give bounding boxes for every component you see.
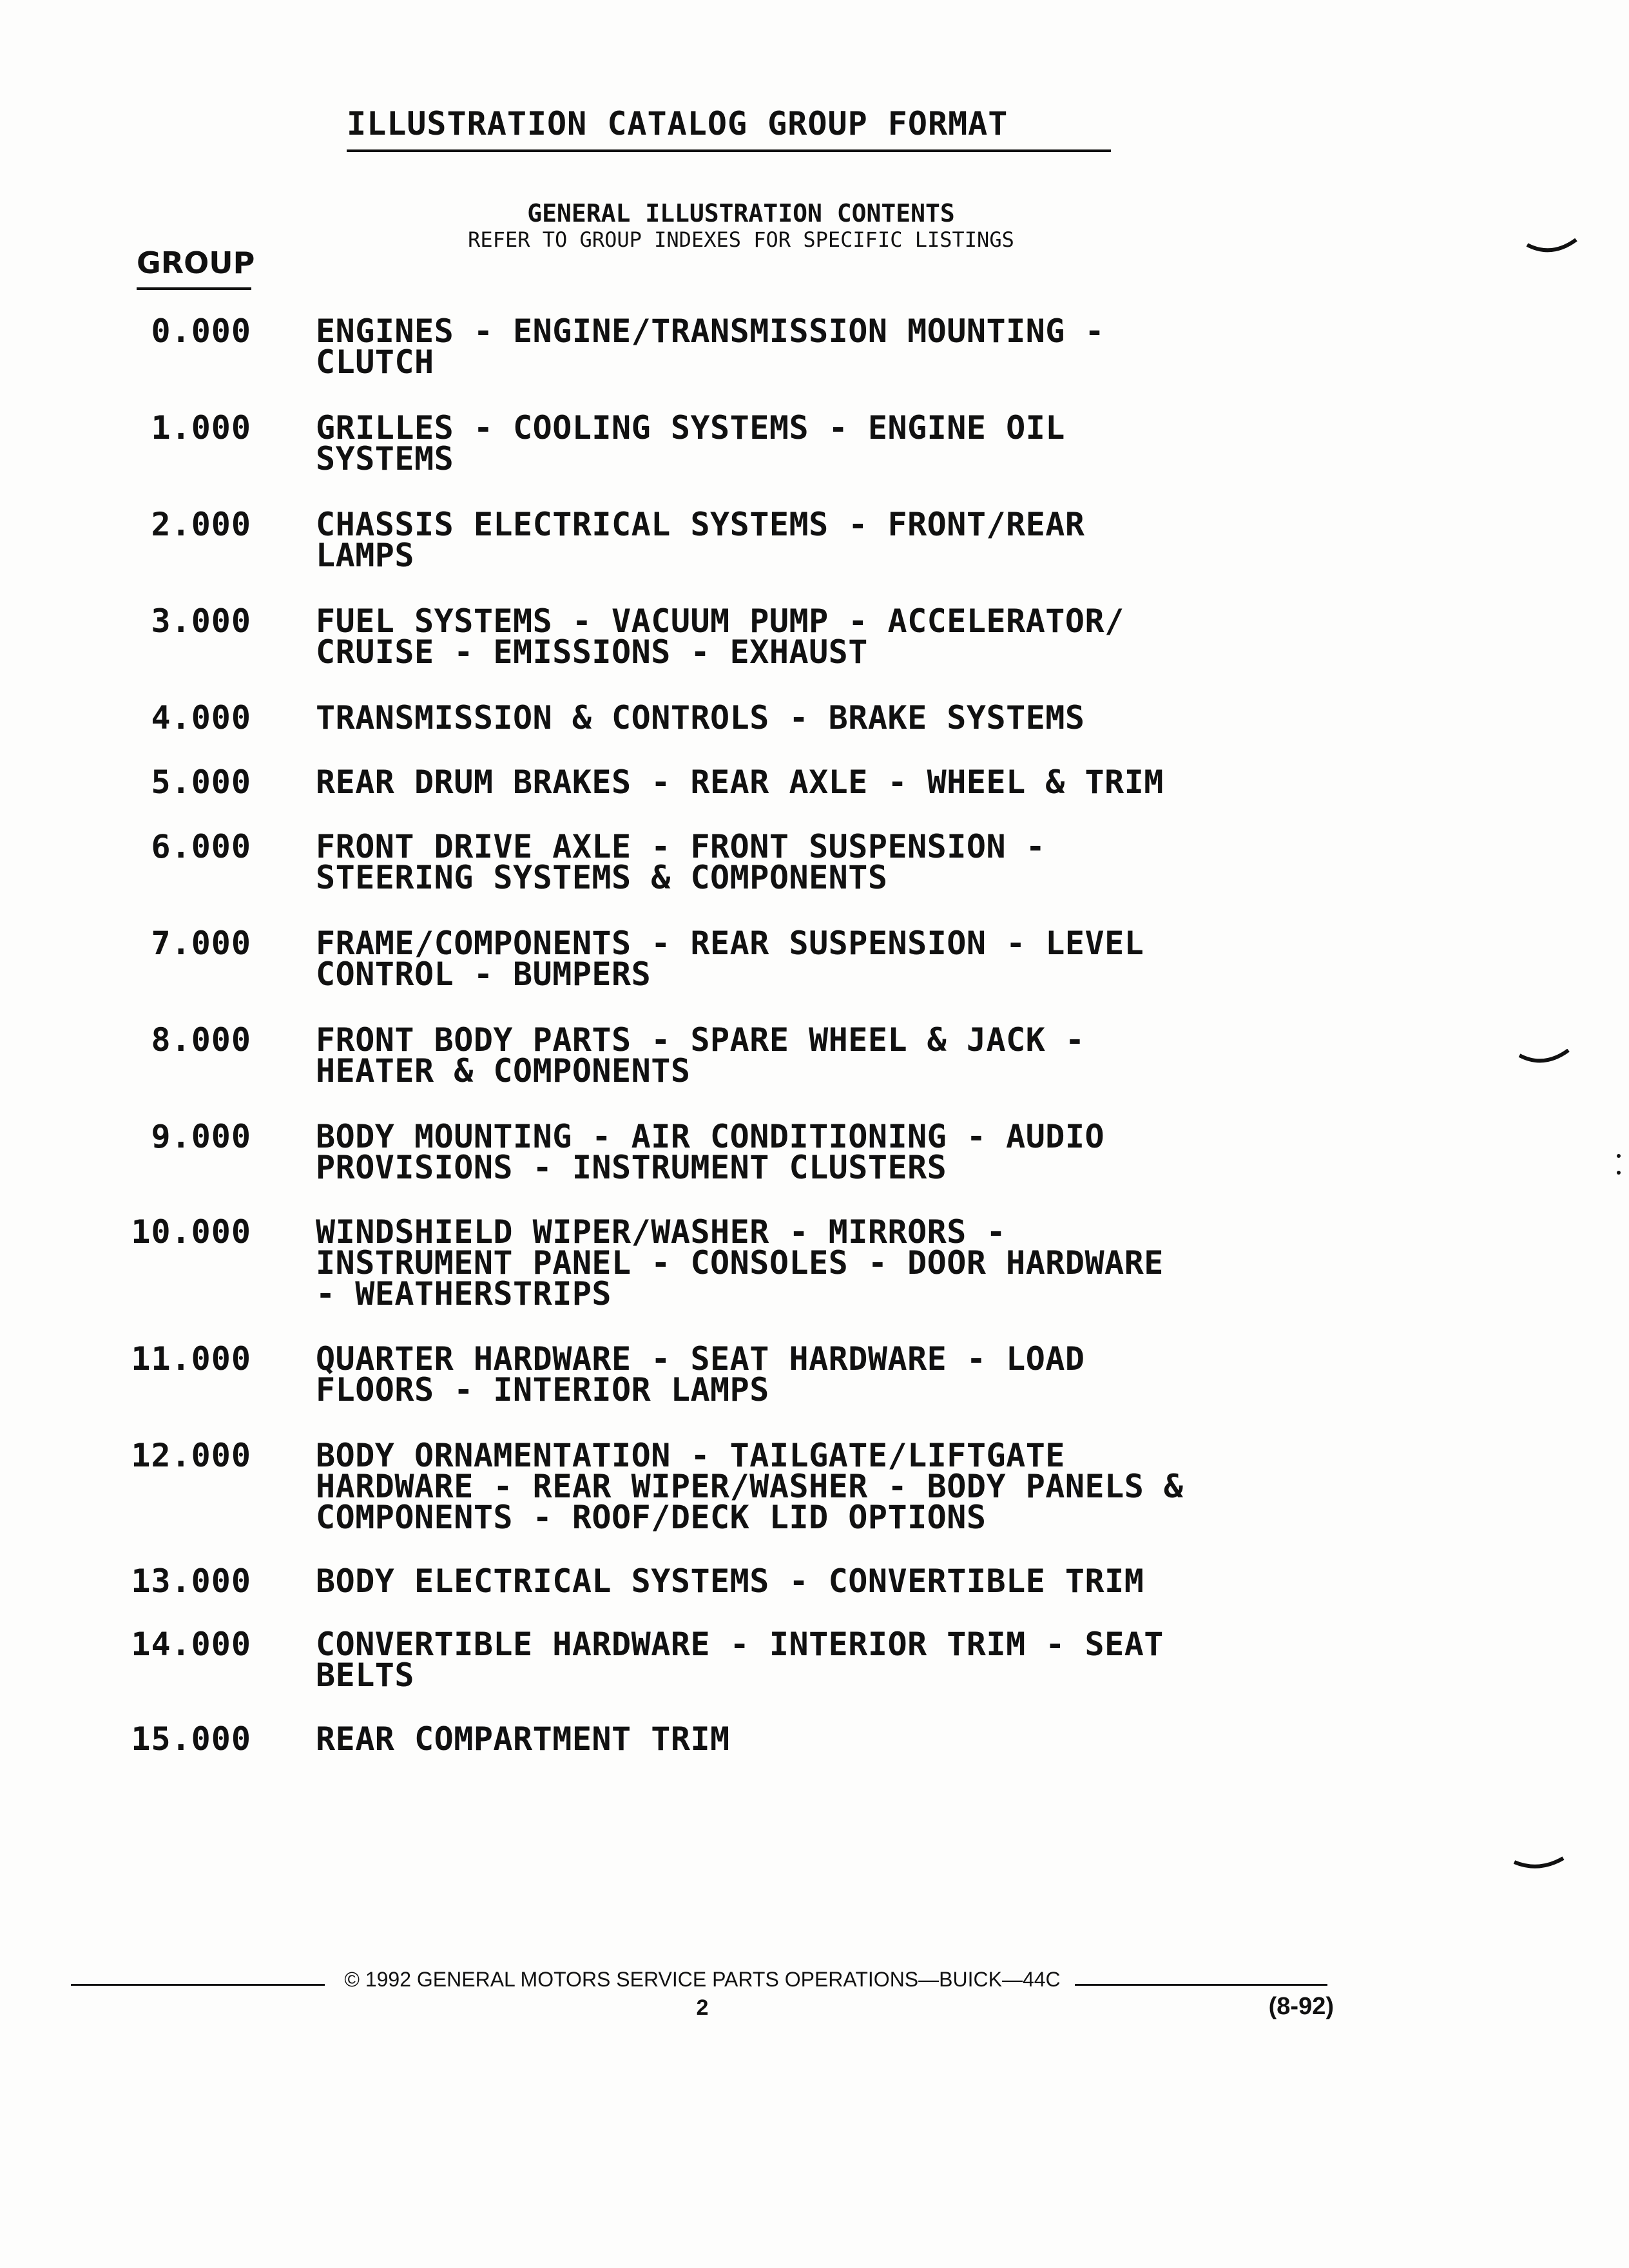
group-number: 15.000	[131, 1720, 251, 1758]
group-number: 9.000	[151, 1118, 251, 1155]
binder-tab-mark	[1513, 1856, 1565, 1875]
group-description: WINDSHIELD WIPER/WASHER - MIRRORS - INSTRUMENT PANEL - CONSOLES - DOOR HARDWARE - WEATHERSTRIPS	[316, 1213, 1164, 1312]
binder-tab-mark	[1526, 238, 1577, 258]
group-number: 10.000	[131, 1213, 251, 1251]
revision-date: (8-92)	[1268, 1993, 1334, 2020]
group-description: QUARTER HARDWARE - SEAT HARDWARE - LOAD FLOORS - INTERIOR LAMPS	[316, 1340, 1085, 1408]
group-description: ENGINES - ENGINE/TRANSMISSION MOUNTING - CLUTCH	[316, 312, 1105, 381]
group-number: 6.000	[151, 828, 251, 865]
section-subtitle: GENERAL ILLUSTRATION CONTENTS	[527, 199, 955, 227]
group-number: 13.000	[131, 1562, 251, 1600]
margin-dots	[1616, 1152, 1621, 1178]
group-description: CHASSIS ELECTRICAL SYSTEMS - FRONT/REAR LAMPS	[316, 506, 1085, 574]
footer-copyright: © 1992 GENERAL MOTORS SERVICE PARTS OPERATIONS—BUICK—44C	[344, 1968, 1061, 1991]
group-description: REAR COMPARTMENT TRIM	[316, 1720, 730, 1758]
group-number: 4.000	[151, 699, 251, 736]
group-number: 5.000	[151, 764, 251, 801]
group-column-header: GROUP	[137, 245, 255, 280]
group-description: BODY MOUNTING - AIR CONDITIONING - AUDIO PROVISIONS - INSTRUMENT CLUSTERS	[316, 1118, 1105, 1186]
group-number: 8.000	[151, 1021, 251, 1059]
group-description: BODY ELECTRICAL SYSTEMS - CONVERTIBLE TRIM	[316, 1562, 1144, 1600]
group-description: GRILLES - COOLING SYSTEMS - ENGINE OIL SYSTEMS	[316, 409, 1065, 477]
group-number: 2.000	[151, 506, 251, 543]
group-description: FUEL SYSTEMS - VACUUM PUMP - ACCELERATOR/ CRUISE - EMISSIONS - EXHAUST	[316, 602, 1124, 671]
group-number: 0.000	[151, 312, 251, 350]
group-number: 7.000	[151, 925, 251, 962]
group-description: REAR DRUM BRAKES - REAR AXLE - WHEEL & TRIM	[316, 764, 1164, 801]
group-description: FRONT DRIVE AXLE - FRONT SUSPENSION - STEERING SYSTEMS & COMPONENTS	[316, 828, 1046, 896]
group-number: 1.000	[151, 409, 251, 447]
group-number: 3.000	[151, 602, 251, 640]
group-number: 11.000	[131, 1340, 251, 1378]
group-number: 14.000	[131, 1626, 251, 1663]
page-number: 2	[696, 1995, 709, 2020]
group-description: FRONT BODY PARTS - SPARE WHEEL & JACK - HEATER & COMPONENTS	[316, 1021, 1085, 1090]
group-description: TRANSMISSION & CONTROLS - BRAKE SYSTEMS	[316, 699, 1085, 736]
group-description: FRAME/COMPONENTS - REAR SUSPENSION - LEVEL CONTROL - BUMPERS	[316, 925, 1144, 993]
footer-rule-left	[71, 1984, 325, 1986]
binder-tab-mark	[1518, 1049, 1570, 1068]
page-title: ILLUSTRATION CATALOG GROUP FORMAT	[347, 105, 1008, 142]
group-number: 12.000	[131, 1437, 251, 1474]
group-description: CONVERTIBLE HARDWARE - INTERIOR TRIM - SEAT BELTS	[316, 1626, 1164, 1694]
section-note: REFER TO GROUP INDEXES FOR SPECIFIC LISTINGS	[468, 227, 1014, 252]
footer-rule-right	[1075, 1984, 1327, 1986]
group-description: BODY ORNAMENTATION - TAILGATE/LIFTGATE HARDWARE - REAR WIPER/WASHER - BODY PANELS & COMPONENTS - ROOF/DECK LID OPTIONS	[316, 1437, 1184, 1536]
